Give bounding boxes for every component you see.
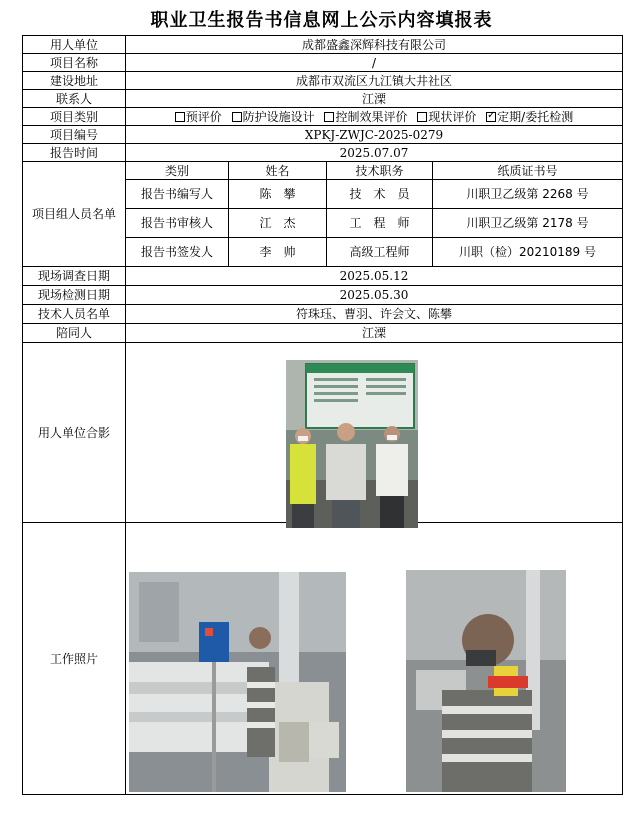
contact-value: 江溧 <box>126 90 623 108</box>
row-tech-staff <box>23 305 623 324</box>
team-header-title: 技术职务 <box>327 162 433 180</box>
survey-date-value: 2025.05.12 <box>126 267 623 286</box>
report-time-label: 报告时间 <box>23 144 126 162</box>
team-member-title: 技 术 员 <box>327 180 433 209</box>
tech-staff-value: 符珠珏、曹羽、许会文、陈攀 <box>126 305 623 324</box>
row-test-date <box>23 286 623 305</box>
contact-label: 联系人 <box>23 90 126 108</box>
category-option-periodic-testing[interactable] <box>486 110 573 124</box>
category-label: 项目类别 <box>23 108 126 126</box>
category-option-label: 控制效果评价 <box>335 109 408 124</box>
team-member-title: 高级工程师 <box>327 238 433 267</box>
checkbox-icon[interactable] <box>232 112 242 122</box>
row-survey-date <box>23 267 623 286</box>
row-category <box>23 108 623 126</box>
category-option-label: 定期/委托检测 <box>497 109 574 124</box>
escort-value: 江溧 <box>126 324 623 343</box>
address-value: 成都市双流区九江镇大井社区 <box>126 72 623 90</box>
work-photo-2-image <box>406 570 566 792</box>
checkbox-icon[interactable] <box>324 112 334 122</box>
category-option-pre-evaluation[interactable] <box>175 110 222 124</box>
work-photo-1-image <box>129 572 346 792</box>
team-member-name: 江 杰 <box>229 209 327 238</box>
row-project-name <box>23 54 623 72</box>
team-member-role: 报告书审核人 <box>126 209 229 238</box>
group-photo-image <box>286 360 418 528</box>
test-date-value: 2025.05.30 <box>126 286 623 305</box>
test-date-label: 现场检测日期 <box>23 286 126 305</box>
row-escort <box>23 324 623 343</box>
category-option-label: 现状评价 <box>428 109 477 124</box>
employer-label: 用人单位 <box>23 36 126 54</box>
team-member-cert: 川职卫乙级第 2178 号 <box>433 209 623 238</box>
project-code-value: XPKJ-ZWJC-2025-0279 <box>126 126 623 144</box>
row-contact <box>23 90 623 108</box>
address-label: 建设地址 <box>23 72 126 90</box>
survey-date-label: 现场调查日期 <box>23 267 126 286</box>
checkbox-icon[interactable] <box>417 112 427 122</box>
team-header-cert: 纸质证书号 <box>433 162 623 180</box>
row-address <box>23 72 623 90</box>
category-option-protection-design[interactable] <box>232 110 315 124</box>
team-member-cert: 川职（检）20210189 号 <box>433 238 623 267</box>
group-photo-label: 用人单位合影 <box>23 343 126 523</box>
employer-value: 成都盛鑫深辉科技有限公司 <box>126 36 623 54</box>
category-options <box>126 108 623 126</box>
checkbox-icon[interactable] <box>175 112 185 122</box>
category-option-label: 防护设施设计 <box>242 109 315 124</box>
row-report-time <box>23 144 623 162</box>
team-member-name: 李 帅 <box>229 238 327 267</box>
team-member-role: 报告书签发人 <box>126 238 229 267</box>
page-title: 职业卫生报告书信息网上公示内容填报表 <box>150 10 493 31</box>
team-member-role: 报告书编写人 <box>126 180 229 209</box>
team-header-name: 姓名 <box>229 162 327 180</box>
group-photo <box>286 360 418 528</box>
project-name-label: 项目名称 <box>23 54 126 72</box>
team-header-row <box>23 162 623 180</box>
escort-label: 陪同人 <box>23 324 126 343</box>
tech-staff-label: 技术人员名单 <box>23 305 126 324</box>
category-option-control-effect[interactable] <box>324 110 407 124</box>
project-code-label: 项目编号 <box>23 126 126 144</box>
team-member-cert: 川职卫乙级第 2268 号 <box>433 180 623 209</box>
row-employer <box>23 36 623 54</box>
row-project-code <box>23 126 623 144</box>
work-photo-2 <box>406 570 566 792</box>
project-name-value: / <box>126 54 623 72</box>
checkbox-checked-icon[interactable] <box>486 112 496 122</box>
team-member-name: 陈 攀 <box>229 180 327 209</box>
team-label: 项目组人员名单 <box>23 162 126 267</box>
category-option-status-evaluation[interactable] <box>417 110 476 124</box>
category-option-label: 预评价 <box>185 109 222 124</box>
team-member-title: 工 程 师 <box>327 209 433 238</box>
team-header-category: 类别 <box>126 162 229 180</box>
report-time-value: 2025.07.07 <box>126 144 623 162</box>
work-photo-1 <box>129 572 346 792</box>
work-photo-label: 工作照片 <box>23 523 126 795</box>
